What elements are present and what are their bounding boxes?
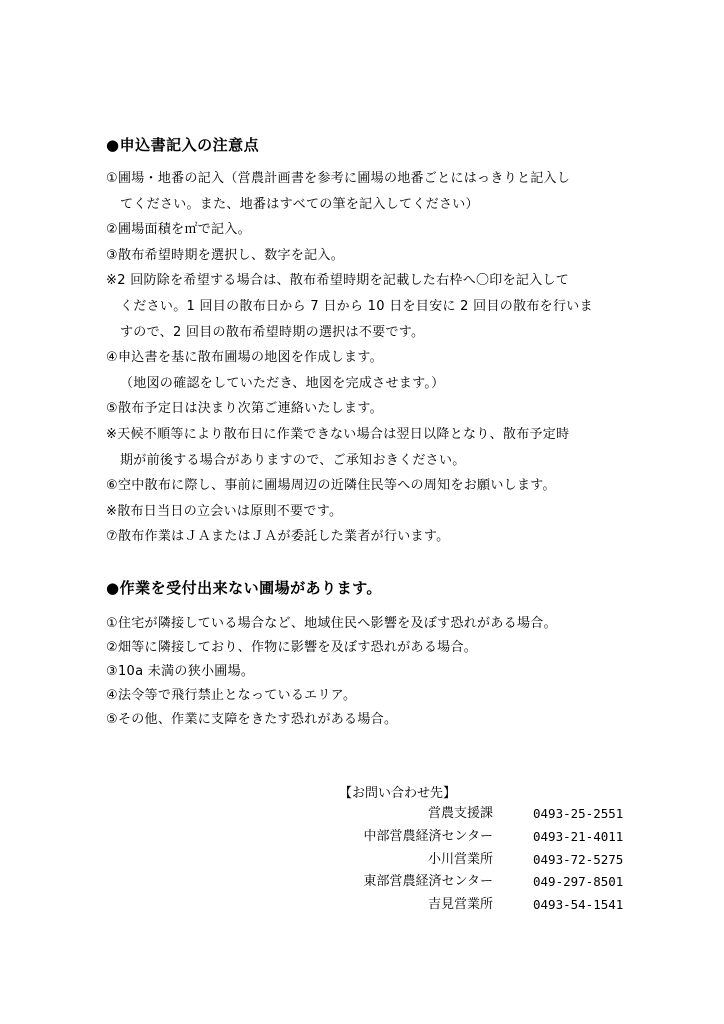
condition-line: ④法令等で飛行禁止となっているエリア。 xyxy=(106,688,357,703)
note-line: ⑤散布予定日は決まり次第ご連絡いたします。 xyxy=(106,401,383,417)
note-line: ※散布日当日の立会いは原則不要です。 xyxy=(106,503,343,519)
contact-name: 営農支援課 xyxy=(427,806,493,821)
note-line: ⑥空中散布に際し、事前に圃場周辺の近隣住民等への周知をお願いします。 xyxy=(106,478,556,494)
note-line: ④申込書を基に散布圃場の地図を作成します。 xyxy=(106,350,383,366)
contact-phone: 0493-54-1541 xyxy=(533,897,624,913)
contact-table xyxy=(339,803,623,917)
note-line: ②圃場面積を㎡で記入。 xyxy=(106,222,251,238)
contact-phone: 049-297-8501 xyxy=(533,874,624,890)
note-line: てください。また、地番はすべての筆を記入してください） xyxy=(120,196,479,212)
section-heading-unacceptable-fields: ●作業を受付出来ない圃場があります。 xyxy=(106,579,382,597)
contact-phone: 0493-72-5275 xyxy=(533,851,624,867)
note-line: 期が前後する場合がありますので、ご承知おきください。 xyxy=(120,452,466,468)
note-line: ※天候不順等により散布日に作業できない場合は翌日以降となり、散布予定時 xyxy=(106,426,570,442)
contact-phone: 0493-21-4011 xyxy=(533,828,624,844)
contact-row xyxy=(339,826,623,849)
note-line: ①圃場・地番の記入（営農計画書を参考に圃場の地番ごとにはっきりと記入し xyxy=(106,171,571,186)
note-line: （地図の確認をしていただき、地図を完成させます。） xyxy=(120,375,445,391)
contact-row xyxy=(339,803,623,826)
contact-phone: 0493-25-2551 xyxy=(533,806,624,821)
note-line: ⑦散布作業はＪＡまたはＪＡが委託した業者が行います。 xyxy=(106,529,450,545)
note-line: ③散布希望時期を選択し、数字を記入。 xyxy=(106,247,345,263)
section-heading-application-notes: ●申込書記入の注意点 xyxy=(106,136,260,154)
unacceptable-fields-list xyxy=(106,612,666,732)
contact-name: 東部営農経済センター xyxy=(363,874,493,890)
contact-title: 【お問い合わせ先】 xyxy=(339,786,457,801)
note-line: ※2 回防除を希望する場合は、散布希望時期を記載した右枠へ〇印を記入して xyxy=(106,273,570,289)
note-line: ください。1 回目の散布日から 7 日から 10 日を目安に 2 回目の散布を行いま xyxy=(120,298,593,314)
condition-line: ③10a 未満の狭小圃場。 xyxy=(106,664,255,679)
contact-name: 中部営農経済センター xyxy=(363,828,493,844)
note-line: すので、2 回目の散布希望時期の選択は不要です。 xyxy=(120,324,425,340)
condition-line: ①住宅が隣接している場合など、地域住民へ影響を及ぼす恐れがある場合。 xyxy=(106,616,557,631)
condition-line: ⑤その他、作業に支障をきたす恐れがある場合。 xyxy=(106,712,398,727)
contact-name: 小川営業所 xyxy=(427,851,493,867)
contact-row xyxy=(339,849,623,872)
contact-row xyxy=(339,894,623,917)
condition-line: ②畑等に隣接しており、作物に影響を及ぼす恐れがある場合。 xyxy=(106,640,478,655)
application-notes-list xyxy=(106,166,666,550)
contact-name: 吉見営業所 xyxy=(427,897,493,913)
contact-row xyxy=(339,871,623,894)
